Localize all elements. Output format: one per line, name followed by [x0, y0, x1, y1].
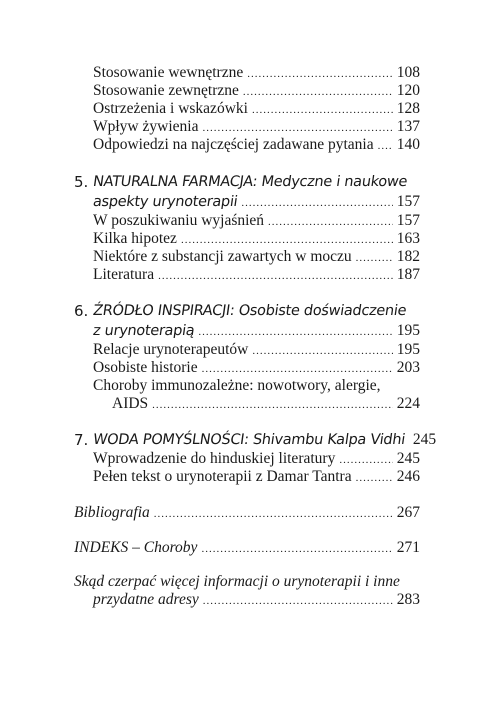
entry-title: Literatura	[93, 266, 155, 283]
dot-leader	[158, 266, 393, 286]
entry-title: INDEKS – Choroby	[74, 539, 198, 556]
chapter-number: 7.	[74, 431, 89, 449]
entry-title: Stosowanie wewnętrzne	[93, 64, 244, 81]
entry-title: AIDS	[112, 395, 149, 412]
entry-page: 157	[396, 212, 420, 229]
dot-leader	[198, 322, 392, 342]
entry-title: Pełen tekst o urynoterapii z Damar Tantra	[93, 468, 352, 485]
entry-page: 137	[396, 118, 420, 135]
entry-title: Wpływ żywienia	[93, 118, 199, 135]
entry-page: 203	[396, 359, 420, 376]
toc-entry[interactable]	[112, 394, 420, 415]
entry-title: Stosowanie zewnętrzne	[93, 82, 239, 99]
entry-title: Kilka hipotez	[93, 230, 177, 247]
chapter-number: 6.	[74, 302, 89, 320]
chapter-number: 5.	[74, 173, 89, 191]
entry-page: 267	[396, 504, 420, 521]
chapter-heading[interactable]	[93, 192, 420, 213]
chapter-title-text: NATURALNA FARMACJA: Medyczne i naukowe	[91, 174, 409, 190]
chapter-title-line1[interactable]	[93, 172, 420, 192]
entry-title: Ostrzeżenia i wskazówki	[93, 100, 248, 117]
chapter-heading[interactable]	[93, 321, 420, 342]
toc-entry-multiline-first[interactable]: Skąd czerpać więcej informacji o urynoterapii i inne	[74, 573, 400, 590]
toc-entry[interactable]	[93, 590, 420, 611]
toc-entry[interactable]	[93, 467, 420, 488]
dot-leader	[356, 468, 393, 488]
chapter-page: 245	[412, 431, 437, 448]
entry-page: 283	[396, 591, 420, 608]
entry-page: 140	[396, 136, 420, 153]
entry-page: 108	[396, 64, 420, 81]
toc-entry[interactable]	[93, 265, 420, 286]
chapter-title-text: ŹRÓDŁO INSPIRACJI: Osobiste doświadczenie	[91, 303, 408, 319]
entry-page: 245	[396, 450, 420, 467]
entry-title: przydatne adresy	[93, 591, 199, 608]
dot-leader	[152, 395, 393, 415]
entry-page: 271	[396, 539, 420, 556]
entry-page: 246	[396, 468, 420, 485]
chapter-page: 195	[396, 322, 420, 339]
toc-entry-multiline-first[interactable]: Choroby immunozależne: nowotwory, alergie,	[93, 377, 381, 394]
toc-entry-index[interactable]	[74, 538, 420, 559]
chapter-title-text: z urynoterapią	[91, 323, 196, 339]
entry-title: W poszukiwaniu wyjaśnień	[93, 212, 265, 229]
entry-title: Wprowadzenie do hinduskiej literatury	[93, 450, 336, 467]
entry-title: Bibliografia	[74, 504, 150, 521]
entry-page: 120	[396, 82, 420, 99]
entry-page: 224	[396, 395, 420, 412]
chapter-heading[interactable]	[91, 430, 437, 451]
dot-leader	[154, 504, 393, 524]
toc-entry[interactable]	[93, 135, 420, 156]
entry-title: Niektóre z substancji zawartych w moczu	[93, 248, 352, 265]
chapter-title-line1[interactable]	[93, 301, 420, 321]
dot-leader	[241, 193, 392, 213]
dot-leader	[201, 539, 392, 559]
entry-page: 163	[396, 230, 420, 247]
chapter-title-text: aspekty urynoterapii	[91, 194, 239, 210]
entry-title: Osobiste historie	[93, 359, 198, 376]
dot-leader	[203, 591, 393, 611]
entry-page: 195	[396, 341, 420, 358]
chapter-page: 157	[396, 193, 420, 210]
entry-page: 187	[396, 266, 420, 283]
entry-title: Odpowiedzi na najczęściej zadawane pytania	[93, 136, 374, 153]
toc-entry-bibliography[interactable]	[74, 503, 420, 524]
dot-leader	[378, 136, 393, 156]
chapter-title-text: WODA POMYŚLNOŚCI: Shivambu Kalpa Vidhi	[91, 432, 407, 448]
entry-title: Relacje urynoterapeutów	[93, 341, 249, 358]
entry-page: 128	[396, 100, 420, 117]
entry-page: 182	[396, 248, 420, 265]
